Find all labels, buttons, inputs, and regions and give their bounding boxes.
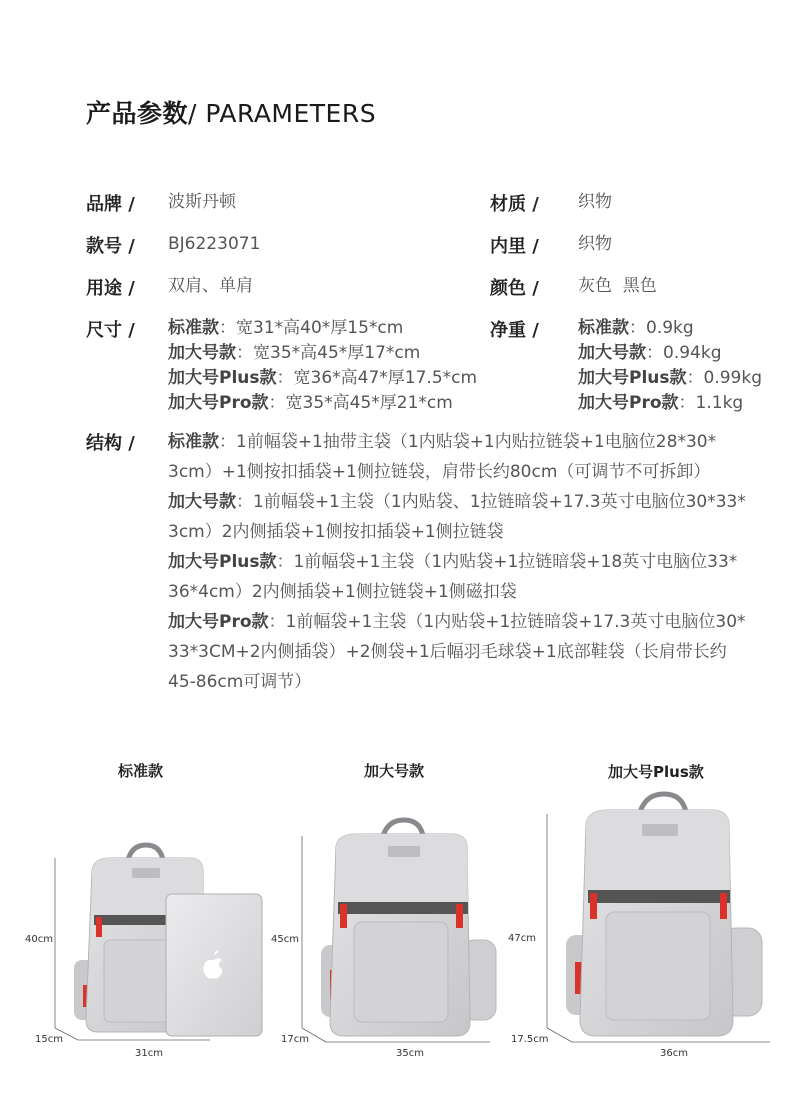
model-value: BJ6223071 (168, 234, 261, 254)
bag-plus (547, 794, 770, 1042)
dim-width-plus: 36cm (660, 1048, 688, 1059)
structure-item: 加大号款：1前幅袋+1主袋（1内贴袋、1拉链暗袋+17.3英寸电脑位30*33* 3cm）2内侧插袋+1侧按扣插袋+1侧拉链袋 (168, 492, 746, 542)
usage-value: 双肩、单肩 (168, 276, 253, 296)
variant-name-large: 加大号款 (364, 762, 425, 780)
color-label: 颜色 / (490, 278, 539, 299)
dim-height-plus: 47cm (508, 933, 536, 944)
dim-height-standard: 40cm (25, 934, 53, 945)
title-cn: 产品参数 (86, 99, 189, 128)
bag-standard (55, 845, 262, 1040)
brand-value: 波斯丹顿 (168, 192, 236, 212)
title-en: / PARAMETERS (188, 99, 377, 128)
material-value: 织物 (578, 192, 612, 212)
lining-value: 织物 (578, 234, 612, 254)
weight-row: 标准款：0.9kg (578, 318, 694, 338)
size-label: 尺寸 / (86, 320, 135, 341)
bag-large (302, 820, 496, 1042)
variant-name-standard: 标准款 (118, 762, 164, 780)
weight-row: 加大号Pro款：1.1kg (578, 393, 744, 413)
structure-item: 加大号Pro款：1前幅袋+1主袋（1内贴袋+1拉链暗袋+17.3英寸电脑位30* 33*3CM+2内侧插袋）+2侧袋+1后幅羽毛球袋+1底部鞋袋（长肩带长约 45-86cm可调节） (168, 612, 746, 692)
weight-row: 加大号Plus款：0.99kg (578, 368, 763, 388)
dim-width-standard: 31cm (135, 1048, 163, 1059)
structure-item: 加大号Plus款：1前幅袋+1主袋（1内贴袋+1拉链暗袋+18英寸电脑位33* 36*4cm）2内侧插袋+1侧拉链袋+1侧磁扣袋 (168, 552, 738, 602)
weight-label: 净重 / (490, 320, 539, 341)
dim-depth-large: 17cm (281, 1034, 309, 1045)
usage-label: 用途 / (86, 278, 135, 299)
lining-label: 内里 / (490, 236, 539, 257)
dim-height-large: 45cm (271, 934, 299, 945)
brand-label: 品牌 / (86, 194, 135, 215)
structure-label: 结构 / (86, 433, 135, 454)
variant-name-plus: 加大号Plus款 (608, 763, 704, 781)
size-row: 加大号Pro款：宽35*高45*厚21*cm (168, 393, 453, 413)
dim-depth-standard: 15cm (35, 1034, 63, 1045)
structure-item: 标准款：1前幅袋+1抽带主袋（1内贴袋+1内贴拉链袋+1电脑位28*30* 3cm）+1侧按扣插袋+1侧拉链袋，肩带长约80cm（可调节不可拆卸） (168, 432, 717, 482)
dim-width-large: 35cm (396, 1048, 424, 1059)
size-row: 标准款：宽31*高40*厚15*cm (168, 318, 404, 338)
dim-depth-plus: 17.5cm (511, 1034, 549, 1045)
model-label: 款号 / (86, 236, 135, 257)
size-row: 加大号Plus款：宽36*高47*厚17.5*cm (168, 368, 478, 388)
size-row: 加大号款：宽35*高45*厚17*cm (168, 343, 421, 363)
color-value: 灰色 黑色 (578, 276, 657, 296)
weight-row: 加大号款：0.94kg (578, 343, 722, 363)
material-label: 材质 / (490, 194, 539, 215)
